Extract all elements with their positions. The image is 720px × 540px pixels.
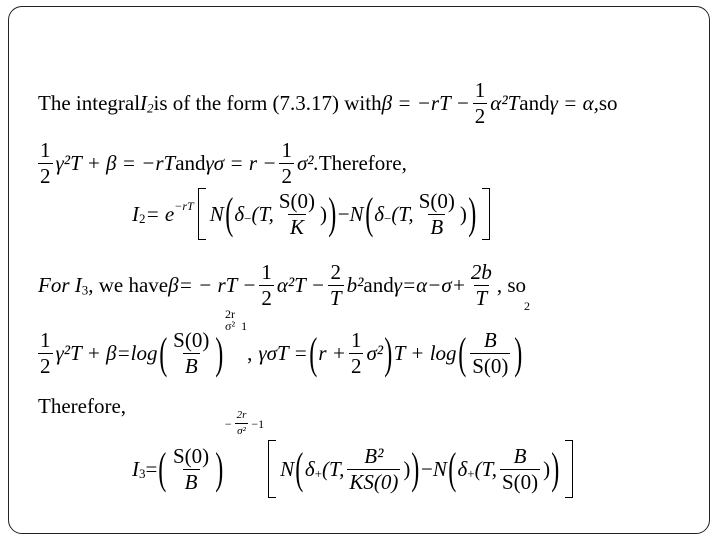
text-fragment: , so [496,273,527,297]
math-fraction [259,262,274,309]
math-subscript: + [314,465,322,481]
math-subscript: − [383,210,392,226]
left-bracket [198,188,206,240]
math-expression: For I [38,273,82,297]
math-fraction [328,262,344,309]
math-symbol: δ [304,456,315,481]
math-expression: γ = α, [549,91,599,115]
exponent-top: 2r [225,307,235,321]
exponent-prefix: − [224,416,232,431]
fraction-denominator: T [329,286,342,310]
math-symbol: δ [457,456,468,481]
text-fragment: The integral [38,91,141,115]
math-fraction [473,80,488,127]
fraction-numerator: S(0) [173,443,210,468]
left-paren: ( [457,328,466,378]
math-operator: − [420,456,433,481]
right-paren: ) [514,328,523,378]
math-fraction [171,330,211,377]
fraction-denominator: KS(0) [349,469,399,494]
fraction-denominator: S(0) [472,354,509,378]
right-paren: ) [215,444,224,493]
text-line-3 [38,262,526,309]
left-paren: ( [158,444,167,493]
math-fraction [470,330,510,377]
math-fraction [500,443,540,494]
math-subscript: − [244,210,252,226]
math-subscript: + [467,465,475,481]
left-paren: ( [158,328,167,378]
exponent-fraction [235,410,249,437]
math-symbol: I [140,91,148,115]
math-symbol: δ [374,201,384,226]
math-fraction [349,330,364,377]
math-expression: α²T [490,91,520,115]
fraction-denominator: B [430,214,444,239]
math-symbol: N [280,456,295,481]
math-exponent [225,308,247,332]
fraction-numerator: 1 [281,138,292,162]
text-fragment: so [598,91,618,115]
math-subscript: 2 [147,100,154,116]
left-paren: ( [295,444,304,493]
text-fragment: , we have [88,273,169,297]
math-expression: ) [543,456,551,481]
text-fragment: , [247,341,253,365]
math-exponent: 2 [524,299,531,313]
fraction-numerator: 1 [474,78,486,102]
math-fraction [417,188,457,239]
fraction-denominator: T [475,286,488,310]
fraction-denominator: 2 [261,286,272,310]
right-paren: ) [384,328,393,378]
fraction-numerator: 1 [350,328,362,352]
math-operator: − [337,201,350,226]
text-fragment: is of the form (7.3.17) with [153,91,382,115]
math-symbol: N [349,201,364,226]
math-expression: α²T − [276,273,325,297]
math-symbol: I [132,456,139,481]
math-expression: β= − rT − [168,273,257,297]
right-paren: ) [411,444,420,493]
fraction-numerator: 2b [470,260,492,284]
math-expression: (T, [391,201,414,226]
math-fraction [38,330,53,377]
fraction-numerator: S(0) [278,188,316,213]
math-fraction [277,188,317,239]
math-subscript: 3 [81,282,89,298]
right-paren: ) [215,328,224,378]
math-expression: ) [459,201,467,226]
equation-i3 [132,409,577,498]
exponent-suffix: −1 [251,416,265,431]
math-expression: = e [145,201,175,226]
fraction-numerator: B² [364,443,384,468]
math-expression: β = −rT − [381,91,470,115]
text-fragment: Therefore, [318,151,407,175]
math-expression: ) [320,201,328,226]
math-expression: (T, [474,456,497,481]
math-exponent [225,410,264,437]
math-symbol: I [132,201,139,226]
math-subscript: 3 [139,465,146,481]
fraction-numerator: B [513,443,527,468]
math-expression: γ²T + β=log [55,341,158,365]
math-fraction [347,443,400,494]
math-fraction [171,443,211,494]
math-expression: ) [403,456,411,481]
math-superscript: −rT [174,198,194,213]
therefore-text: Therefore, [38,394,127,418]
math-expression: r + [318,341,346,365]
left-paren: ( [364,189,373,238]
fraction-numerator: 1 [40,328,51,352]
equation-i2 [132,188,494,240]
math-expression: γ²T + β = −rT [55,151,176,175]
text-fragment: and [363,273,394,297]
left-paren: ( [308,328,318,378]
fraction-numerator: S(0) [418,188,455,213]
math-expression: σ² [366,341,384,365]
math-symbol: N [209,201,224,226]
fraction-denominator: B [184,469,198,494]
math-subscript: 2 [139,210,146,226]
right-paren: ) [551,444,560,493]
math-expression: T + log [393,341,457,365]
fraction-denominator: 2 [281,164,292,188]
math-operator: = [145,456,158,481]
right-bracket [565,440,573,498]
math-expression: b² [346,273,364,297]
text-fragment: and [175,151,206,175]
fraction-denominator: 2 [40,354,51,378]
fraction-numerator: B [483,328,497,352]
fraction-numerator: 1 [40,138,51,162]
math-expression: (T, [251,201,274,226]
text-line-1 [38,80,618,127]
right-paren: ) [468,189,477,238]
right-paren: ) [328,189,337,238]
text-line-4 [38,299,531,378]
left-paren: ( [225,189,234,238]
fraction-numerator: S(0) [173,328,210,352]
math-expression: (T, [321,456,345,481]
math-symbol: δ [234,201,245,226]
right-bracket [482,188,490,240]
fraction-denominator: 2 [474,104,486,128]
fraction-denominator: B [184,354,198,378]
fraction-numerator: 2r [236,409,247,421]
math-expression: σ². [296,151,319,175]
math-fraction [469,262,494,309]
fraction-numerator: 1 [261,260,272,284]
fraction-denominator: S(0) [501,469,539,494]
fraction-denominator: K [289,214,304,239]
math-expression: γσ = r − [205,151,277,175]
left-bracket [268,440,276,498]
text-fragment: and [519,91,550,115]
fraction-numerator: 2 [330,260,341,284]
exponent-mid: σ² [225,319,236,333]
math-fraction [279,140,294,187]
math-symbol: N [432,456,447,481]
fraction-denominator: 2 [350,354,362,378]
math-expression: γσT = [258,341,308,365]
left-paren: ( [448,444,457,493]
exponent-one: 1 [241,319,248,333]
math-expression: γ=α−σ+ [393,273,466,297]
text-line-2 [38,140,407,187]
fraction-denominator: σ² [237,425,246,437]
fraction-denominator: 2 [40,164,51,188]
math-fraction [38,140,53,187]
